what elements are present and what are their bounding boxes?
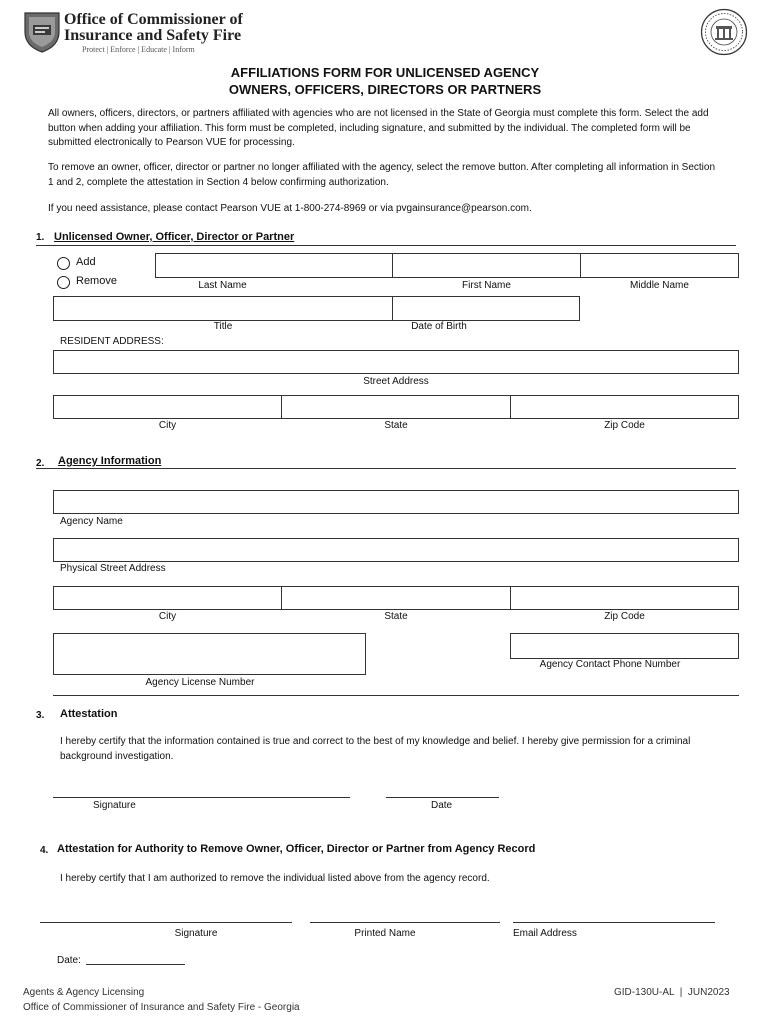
last-name-input[interactable] — [155, 253, 393, 278]
state-seal-icon — [700, 8, 748, 56]
section4-email-label: Email Address — [513, 928, 577, 939]
agency-phone-input[interactable] — [510, 633, 739, 659]
section3-text: I hereby certify that the information contained is true and correct to the best of my knowledge and belief. I hereby give permission for a criminal background investigation. — [60, 736, 691, 762]
resident-street-input[interactable] — [53, 350, 739, 374]
section4-number: 4. — [40, 845, 49, 856]
resident-state-input[interactable] — [281, 395, 511, 419]
section3-number: 3. — [36, 710, 45, 721]
agency-license-label: Agency License Number — [145, 677, 255, 688]
org-name-line1: Office of Commissioner of — [64, 11, 243, 28]
section3-title: Attestation — [60, 708, 118, 720]
resident-zip-label: Zip Code — [604, 420, 645, 431]
section4-date-label: Date: — [57, 955, 81, 966]
section3-date-label: Date — [431, 800, 453, 811]
form-title — [0, 64, 770, 98]
first-name-label: First Name — [462, 280, 511, 291]
middle-name-label: Middle Name — [630, 280, 689, 291]
section4-printed-name-label: Printed Name — [354, 928, 416, 939]
intro-paragraph-2: To remove an owner, officer, director or partner no longer affiliated with the agency, select the remove button. After completing all information in Section 1 and 2, complete the attestation in Section 4 below confirming authorization. — [48, 162, 716, 188]
add-radio-label: Add — [76, 256, 96, 268]
org-name-line2: Insurance and Safety Fire — [64, 27, 242, 44]
section2-number: 2. — [36, 458, 45, 469]
form-title-line2: OWNERS, OFFICERS, DIRECTORS OR PARTNERS — [228, 82, 542, 97]
section4-title: Attestation for Authority to Remove Owner, Officer, Director or Partner from Agency Record — [57, 843, 536, 855]
section1-rule — [36, 245, 736, 246]
section4-date-line[interactable] — [86, 964, 185, 965]
agency-city-label: City — [158, 611, 177, 622]
agency-state-label: State — [384, 611, 408, 622]
agency-name-input[interactable] — [53, 490, 739, 514]
resident-state-label: State — [384, 420, 408, 431]
physical-street-label: Physical Street Address — [60, 563, 166, 574]
last-name-label: Last Name — [198, 280, 247, 291]
physical-street-input[interactable] — [53, 538, 739, 562]
remove-radio-label: Remove — [76, 275, 117, 287]
resident-city-input[interactable] — [53, 395, 282, 419]
footer-office: Office of Commissioner of Insurance and Safety Fire - Georgia — [23, 1002, 300, 1013]
remove-radio[interactable] — [57, 276, 70, 289]
shield-logo-icon — [22, 10, 62, 54]
date-of-birth-input[interactable] — [392, 296, 580, 321]
intro-paragraph-3: If you need assistance, please contact Pearson VUE at 1-800-274-8969 or via pvgainsurance@pearson.com. — [48, 203, 532, 214]
section4-printed-name-line[interactable] — [310, 922, 500, 923]
agency-state-input[interactable] — [281, 586, 511, 610]
section3-signature-line[interactable] — [53, 797, 350, 798]
title-label: Title — [213, 321, 233, 332]
section2-rule — [36, 468, 736, 469]
org-tagline: Protect | Enforce | Educate | Inform — [82, 45, 195, 54]
section3-date-line[interactable] — [386, 797, 499, 798]
section4-signature-label: Signature — [174, 928, 218, 939]
footer-department: Agents & Agency Licensing — [23, 987, 145, 998]
agency-name-label: Agency Name — [60, 516, 123, 527]
agency-zip-label: Zip Code — [604, 611, 645, 622]
date-of-birth-label: Date of Birth — [411, 321, 467, 332]
section1-number: 1. — [36, 232, 45, 243]
footer-form-id: GID-130U-AL | JUN2023 — [614, 987, 730, 998]
title-input[interactable] — [53, 296, 393, 321]
intro-paragraph-1: All owners, officers, directors, or partners affiliated with agencies who are not licensed in the State of Georgia must complete this form. Select the add button when adding your affiliation. This form must be completed, including signature, and submitted by the individual. The completed form will be submitted electronically to Pearson VUE for processing. — [48, 108, 709, 148]
resident-address-heading: RESIDENT ADDRESS: — [60, 336, 164, 347]
section4-text: I hereby certify that I am authorized to remove the individual listed above from the agency record. — [60, 873, 490, 884]
section4-signature-line[interactable] — [40, 922, 292, 923]
section3-signature-label: Signature — [93, 800, 136, 811]
agency-phone-label: Agency Contact Phone Number — [539, 659, 681, 670]
resident-city-label: City — [158, 420, 177, 431]
resident-street-label: Street Address — [363, 376, 429, 387]
middle-name-input[interactable] — [580, 253, 739, 278]
add-radio[interactable] — [57, 257, 70, 270]
agency-city-input[interactable] — [53, 586, 282, 610]
section2-bottom-rule — [53, 695, 739, 696]
form-title-line1: AFFILIATIONS FORM FOR UNLICENSED AGENCY — [230, 65, 540, 80]
first-name-input[interactable] — [392, 253, 581, 278]
section1-title: Unlicensed Owner, Officer, Director or Partner — [54, 231, 295, 243]
section2-title: Agency Information — [58, 455, 162, 467]
agency-zip-input[interactable] — [510, 586, 739, 610]
agency-license-input[interactable] — [53, 633, 366, 675]
section4-email-line[interactable] — [513, 922, 715, 923]
resident-zip-input[interactable] — [510, 395, 739, 419]
